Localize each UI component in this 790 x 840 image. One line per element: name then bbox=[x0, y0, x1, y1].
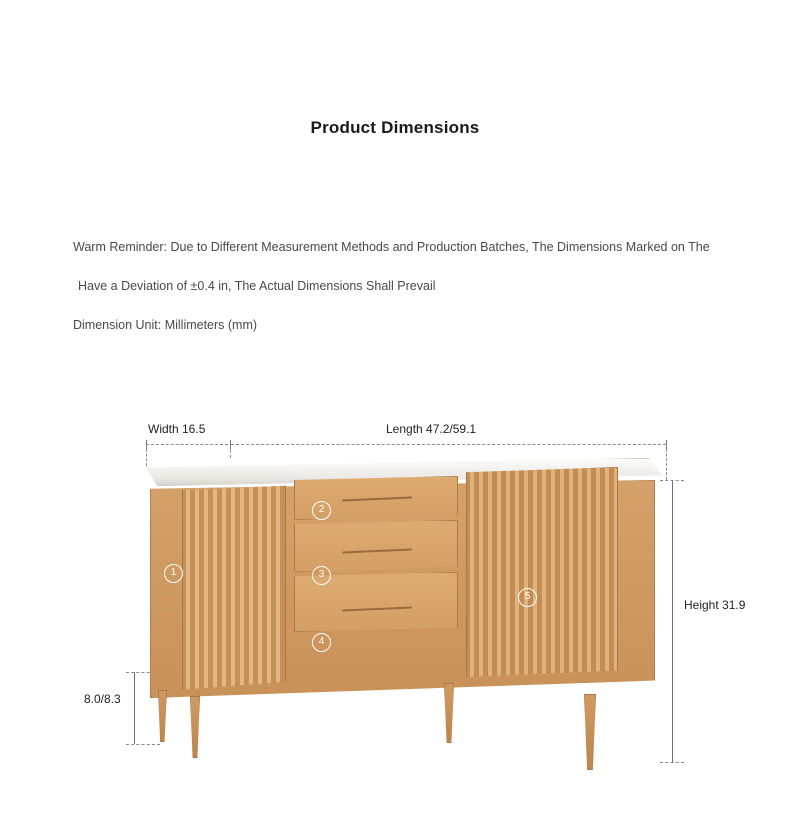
page-title: Product Dimensions bbox=[310, 118, 480, 137]
note-line-3: Dimension Unit: Millimeters (mm) bbox=[73, 318, 258, 332]
height-dimension-label: Height 31.9 bbox=[684, 598, 746, 612]
warm-reminder-notes bbox=[73, 228, 790, 345]
leg-front-left bbox=[158, 690, 167, 742]
callout-badge-4: 4 bbox=[312, 633, 331, 652]
callout-badge-2: 2 bbox=[312, 501, 331, 520]
callout-badge-3: 3 bbox=[312, 566, 331, 585]
leg-height-dimension-label: 8.0/8.3 bbox=[84, 692, 121, 706]
callout-badge-1: 1 bbox=[164, 564, 183, 583]
leg-front-right bbox=[584, 694, 596, 770]
callout-badge-5: 5 bbox=[518, 588, 537, 607]
width-drop-line-right bbox=[230, 444, 231, 458]
note-line-1: Warm Reminder: Due to Different Measurement Methods and Production Batches, The Dimensions Marked on The bbox=[73, 240, 710, 254]
height-guide-line bbox=[672, 480, 673, 762]
leg-back-left bbox=[190, 696, 200, 758]
right-fluted-door bbox=[466, 467, 618, 679]
left-fluted-door bbox=[182, 484, 286, 692]
width-dimension-label: Width 16.5 bbox=[148, 422, 206, 436]
length-dimension-label: Length 47.2/59.1 bbox=[386, 422, 477, 436]
length-drop-line-right bbox=[666, 444, 667, 480]
note-line-2: Have a Deviation of ±0.4 in, The Actual Dimensions Shall Prevail bbox=[78, 279, 436, 293]
dimension-diagram bbox=[0, 400, 790, 840]
width-guide-line bbox=[146, 444, 228, 445]
leg-height-guide-line bbox=[134, 672, 135, 744]
leg-middle bbox=[444, 683, 454, 743]
sideboard-illustration bbox=[146, 458, 666, 808]
length-guide-line bbox=[231, 444, 666, 445]
drawer-middle bbox=[294, 520, 458, 572]
